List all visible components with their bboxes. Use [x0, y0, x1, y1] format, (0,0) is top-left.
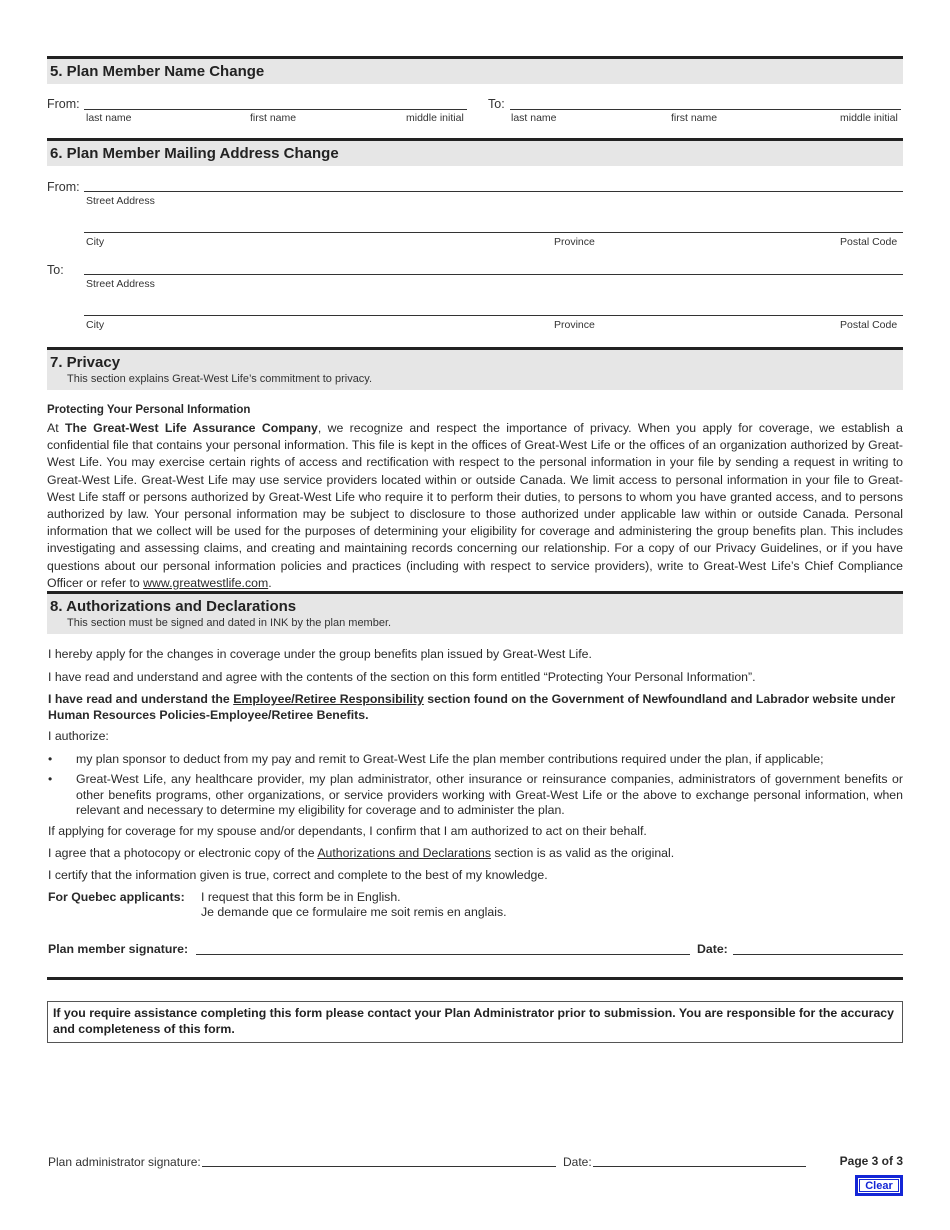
to-first-name-input[interactable] — [670, 93, 820, 109]
privacy-heading: Protecting Your Personal Information — [47, 404, 251, 416]
from-province-hint: Province — [554, 236, 595, 248]
statement-photocopy-a: I agree that a photocopy or electronic copy of the — [48, 846, 318, 860]
statement-photocopy — [48, 846, 903, 862]
from-city-input[interactable] — [86, 216, 526, 232]
plan-member-date-input[interactable] — [735, 938, 901, 954]
to-middle-initial-input[interactable] — [840, 93, 900, 109]
to-first-name-hint: first name — [671, 112, 718, 124]
section-7-subtitle: This section explains Great-West Life’s commitment to privacy. — [67, 373, 373, 385]
to-street-line — [84, 274, 903, 275]
clear-button-label: Clear — [859, 1179, 899, 1192]
statement-responsibility-a: I have read and understand the — [48, 692, 234, 706]
plan-member-date-line — [733, 954, 903, 955]
name-from-label: From: — [47, 97, 80, 111]
from-first-name-hint: first name — [250, 112, 297, 124]
section-5-header — [47, 56, 903, 84]
admin-signature-label: Plan administrator signature: — [48, 1155, 201, 1169]
from-city-line — [84, 232, 903, 233]
quebec-english: I request that this form be in English. — [201, 890, 401, 904]
to-province-hint: Province — [554, 319, 595, 331]
to-postal-hint: Postal Code — [840, 319, 898, 331]
plan-member-signature-line — [196, 954, 690, 955]
section-5-title: 5. Plan Member Name Change — [50, 63, 265, 80]
to-city-input[interactable] — [86, 299, 526, 315]
section-8-subtitle: This section must be signed and dated in INK by the plan member. — [67, 617, 392, 629]
privacy-company: The Great-West Life Assurance Company — [64, 421, 318, 435]
section-7-title: 7. Privacy — [50, 354, 121, 371]
from-city-hint: City — [86, 236, 105, 248]
section-6-title: 6. Plan Member Mailing Address Change — [50, 145, 339, 162]
from-postal-hint: Postal Code — [840, 236, 898, 248]
statement-dependants: If applying for coverage for my spouse and/or dependants, I confirm that I am authorized to act on their behalf. — [48, 824, 647, 838]
name-to-line — [510, 109, 901, 110]
statement-read-privacy: I have read and understand and agree with the contents of the section on this form entitled “Protecting Your Personal Information”. — [48, 670, 756, 684]
from-street-line — [84, 191, 903, 192]
to-last-name-input[interactable] — [512, 93, 662, 109]
to-street-input[interactable] — [86, 258, 901, 274]
admin-date-line — [593, 1166, 806, 1167]
privacy-body: , we recognize and respect the importance of privacy. When you apply for coverage, we establish a confidential file that contains your personal information. This file is kept in the offices of Great-West Life or the offices of an organization authorized by Great-West Life. You may exercise certain rights of access and rectification with respect to the personal information in your file by sending a request in writing to Great-West Life. Great-West Life may use service providers located within or outside Canada. We limit access to personal information in your file to Great-West Life staff or persons authorized by Great-West Life who require it to perform their duties, to persons to whom you have granted access, and to persons authorized by law. Your personal information may be subject to disclosure to those authorized under applicable law within or outside Canada. Personal information that we collect will be used for the purposes of determining your eligibility for coverage and administering the group benefits plan. This includes investigating and assessing claims, and creating and maintaining records concerning our relationship. For a copy of our Privacy Guidelines, or if you have questions about our personal information policies and practices (including with respect to service providers), write to Great-West Life’s Chief Compliance Officer or refer to — [47, 421, 903, 590]
authorizations-link[interactable]: Authorizations and Declarations — [317, 846, 491, 860]
quebec-french: Je demande que ce formulaire me soit remis en anglais. — [201, 905, 507, 919]
to-last-name-hint: last name — [511, 112, 557, 124]
from-last-name-input[interactable] — [86, 93, 246, 109]
statement-certify: I certify that the information given is true, correct and complete to the best of my knowledge. — [48, 868, 548, 882]
section-divider — [47, 977, 903, 980]
statement-photocopy-b: section is as valid as the original. — [490, 846, 675, 860]
admin-date-input[interactable] — [595, 1150, 804, 1166]
plan-member-signature-input[interactable] — [198, 938, 688, 954]
admin-signature-line — [202, 1166, 556, 1167]
plan-member-signature-label: Plan member signature: — [48, 942, 189, 956]
statement-responsibility — [48, 692, 903, 723]
to-city-hint: City — [86, 319, 105, 331]
assistance-notice: If you require assistance completing this form please contact your Plan Administrator prior to submission. You are responsible for the accuracy and completeness of this form. — [47, 1001, 903, 1043]
statement-responsibility-b: section found on the Government of Newfoundland and Labrador website under Human Resources Policies-Employee/Retiree Benefits. — [48, 692, 896, 722]
from-middle-initial-hint: middle initial — [406, 112, 464, 124]
from-middle-initial-input[interactable] — [405, 93, 465, 109]
authorize-item-1: my plan sponsor to deduct from my pay and remit to Great-West Life the plan member contributions required under the plan, if applicable; — [76, 752, 824, 766]
bullet-1-marker: • — [48, 752, 53, 766]
address-to-label: To: — [47, 263, 64, 277]
admin-signature-input[interactable] — [204, 1150, 554, 1166]
privacy-website-link[interactable]: www.greatwestlife.com — [143, 575, 269, 590]
to-province-input[interactable] — [540, 299, 660, 315]
clear-button[interactable] — [855, 1175, 903, 1196]
name-to-label: To: — [488, 97, 505, 111]
admin-date-label: Date: — [563, 1155, 592, 1169]
section-8-title: 8. Authorizations and Declarations — [50, 598, 297, 615]
responsibility-link[interactable]: Employee/Retiree Responsibility — [233, 692, 424, 706]
privacy-paragraph — [47, 420, 903, 592]
name-from-line — [84, 109, 467, 110]
from-street-input[interactable] — [86, 175, 901, 191]
statement-authorize: I authorize: — [48, 729, 109, 743]
to-city-line — [84, 315, 903, 316]
statement-apply: I hereby apply for the changes in coverage under the group benefits plan issued by Great-West Life. — [48, 647, 592, 661]
plan-member-date-label: Date: — [697, 942, 728, 956]
from-first-name-input[interactable] — [250, 93, 400, 109]
to-postal-input[interactable] — [800, 299, 900, 315]
section-7-header — [47, 347, 903, 390]
section-8-header — [47, 591, 903, 634]
quebec-label: For Quebec applicants: — [48, 890, 185, 904]
from-postal-input[interactable] — [800, 216, 900, 232]
to-street-hint: Street Address — [86, 278, 155, 290]
from-province-input[interactable] — [540, 216, 660, 232]
to-middle-initial-hint: middle initial — [840, 112, 898, 124]
address-from-label: From: — [47, 180, 80, 194]
from-street-hint: Street Address — [86, 195, 155, 207]
bullet-2-marker: • — [48, 772, 53, 786]
section-6-header — [47, 138, 903, 166]
privacy-end: . — [268, 575, 272, 590]
privacy-intro: At — [47, 421, 65, 435]
from-last-name-hint: last name — [86, 112, 132, 124]
page-number: Page 3 of 3 — [839, 1154, 903, 1168]
authorize-item-2: Great-West Life, any healthcare provider, my plan administrator, other insurance or reinsurance companies, administrators of government benefits or other benefits programs, other organizations, or service providers working with Great-West Life or the above to exchange personal information, when relevant and necessary to determine my eligibility for coverage and to administer the plan. — [76, 772, 903, 817]
